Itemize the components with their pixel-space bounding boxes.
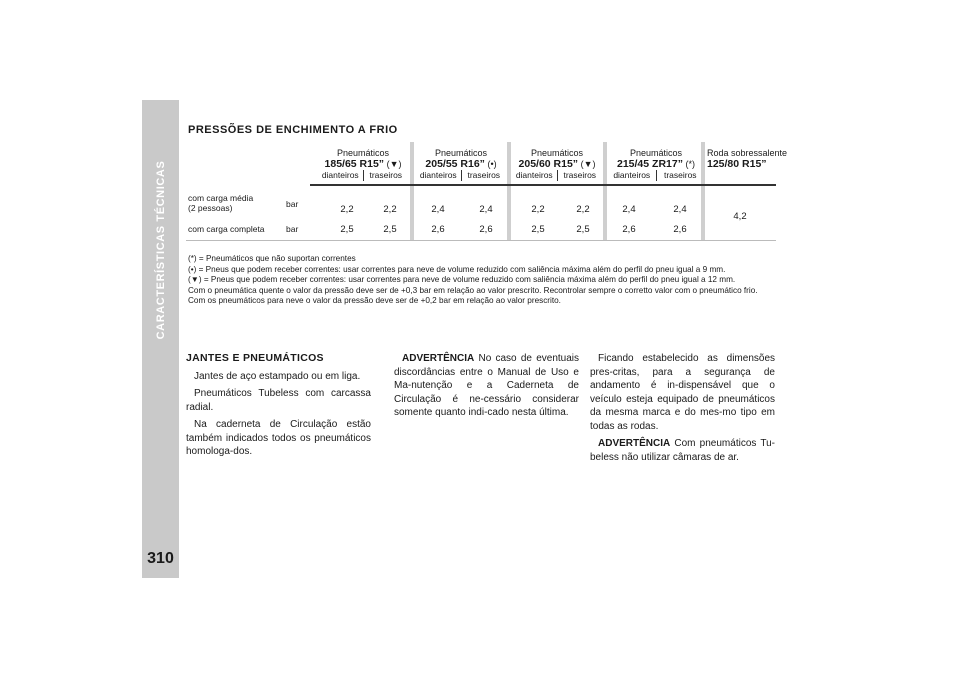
tire-size: 205/60 R15” [518, 158, 579, 170]
pressure-value: 2,2 [340, 204, 354, 215]
pressure-value: 2,4 [431, 204, 445, 215]
paragraph: Ficando estabelecido as dimensões pres-critas, para a segurança de andamento é in-dispensável que o veículo esteja equipado de pneumáticos da mesma marca e do mes-mo tipo em todas as rodas. [590, 353, 775, 432]
pressure-value: 2,5 [340, 224, 354, 235]
front-label: dianteiros [613, 170, 651, 180]
tire-size: 185/65 R15” [324, 158, 385, 170]
tire-column-header-2 [416, 148, 506, 181]
paragraph: Pneumáticos Tubeless com carcassa radial. [186, 388, 371, 413]
footnote: (*) = Pneumáticos que não suportan correntes [188, 254, 356, 263]
row-label-full-load [188, 224, 265, 234]
paragraph: Na caderneta de Circulação estão também indicados todos os pneumáticos homologa-dos. [186, 419, 371, 457]
tire-mark: (▼) [580, 159, 596, 169]
column-label: Pneumáticos [336, 148, 390, 158]
text-column-2 [394, 352, 579, 424]
pressure-value: 2,2 [531, 204, 545, 215]
pressure-value: 2,5 [531, 224, 545, 235]
rear-label: traseiros [461, 170, 507, 181]
section-title: PRESSÕES DE ENCHIMENTO A FRIO [188, 124, 398, 136]
pressure-value: 2,2 [576, 204, 590, 215]
spare-pressure-value: 4,2 [733, 211, 747, 222]
column-divider [507, 142, 511, 241]
footnotes [188, 254, 788, 307]
front-label: dianteiros [321, 170, 359, 180]
column-label: Pneumáticos [530, 148, 584, 158]
warning-text: Com pneumáticos Tu-beless não utilizar câmaras de ar. [590, 438, 775, 463]
warning-label: ADVERTÊNCIA [598, 438, 671, 449]
column-label: Pneumáticos [629, 148, 683, 158]
warning-paragraph [394, 352, 579, 420]
pressure-value: 2,6 [479, 224, 493, 235]
text-column-1 [186, 352, 371, 463]
table-bottom-rule [186, 240, 776, 241]
rear-label: traseiros [656, 170, 705, 181]
warning-paragraph [590, 437, 775, 464]
pressure-value: 2,5 [383, 224, 397, 235]
column-divider [410, 142, 414, 241]
header-rule [310, 184, 776, 186]
front-label: dianteiros [515, 170, 553, 180]
row-label-line: com carga média [188, 193, 254, 203]
footnote: Com os pneumáticos para neve o valor da pressão deve ser de +0,2 bar em relação ao valor prescrito. [188, 296, 561, 306]
pressure-value: 2,6 [673, 224, 687, 235]
row-label-line: (2 pessoas) [188, 203, 233, 213]
warning-label: ADVERTÊNCIA [402, 353, 475, 364]
tire-mark: (•) [487, 159, 497, 169]
column-divider [603, 142, 607, 241]
tire-mark: (*) [685, 159, 695, 169]
unit-label: bar [286, 224, 299, 234]
pressure-value: 2,6 [622, 224, 636, 235]
tire-size: 205/55 R16” [425, 158, 485, 170]
pressure-value: 2,2 [383, 204, 397, 215]
pressure-value: 2,4 [673, 204, 687, 215]
tire-mark: (▼) [386, 159, 402, 169]
column-divider [701, 142, 705, 241]
unit-label: bar [286, 199, 299, 209]
row-label-line: com carga completa [188, 224, 265, 234]
chapter-title: CARACTERÍSTICAS TÉCNICAS [154, 160, 167, 340]
footnote: Com o pneumática quente o valor da pressão deve ser de +0,3 bar em relação ao valor prescrito. Recontrolar sempre o corretto valor com o pneumático frio. [188, 285, 758, 295]
sidebar [142, 100, 179, 578]
front-label: dianteiros [419, 170, 457, 180]
text-column-3 [590, 352, 775, 468]
tire-size: 215/45 ZR17” [617, 158, 683, 170]
tire-column-header-3 [512, 148, 602, 181]
column-label: Pneumáticos [434, 148, 488, 158]
tire-column-header-1 [318, 148, 408, 181]
warning-text: No caso de eventuais discordâncias entre o Manual de Uso e Ma-nutenção e a Caderneta de Circulação é ne-cessário considerar somente quanto indi-cado nesta última. [394, 353, 579, 418]
spare-size: 125/80 R15” [707, 158, 767, 170]
rear-label: traseiros [363, 170, 409, 181]
spare-label: Roda sobressalente [707, 148, 788, 158]
pressure-value: 2,6 [431, 224, 445, 235]
pressure-value: 2,4 [622, 204, 636, 215]
tire-column-header-4 [608, 148, 704, 181]
pressure-value: 2,5 [576, 224, 590, 235]
footnote: (•) = Pneus que podem receber correntes: usar correntes para neve de volume reduzido com saliência máxima além do perfil do pneu igual a 9 mm. [188, 264, 726, 274]
spare-wheel-header [707, 148, 787, 170]
row-label-medium-load [188, 193, 253, 213]
footnote: (▼) = Pneus que podem receber correntes: usar correntes para neve de volume reduzido com saliência máxima além do perfil do pneu igual a 12 mm. [188, 275, 736, 285]
rear-label: traseiros [557, 170, 603, 181]
subsection-title: JANTES E PNEUMÁTICOS [186, 352, 324, 364]
pressure-value: 2,4 [479, 204, 493, 215]
sidebar-title [142, 100, 179, 400]
paragraph: Jantes de aço estampado ou em liga. [194, 370, 361, 382]
page-number: 310 [147, 550, 174, 567]
